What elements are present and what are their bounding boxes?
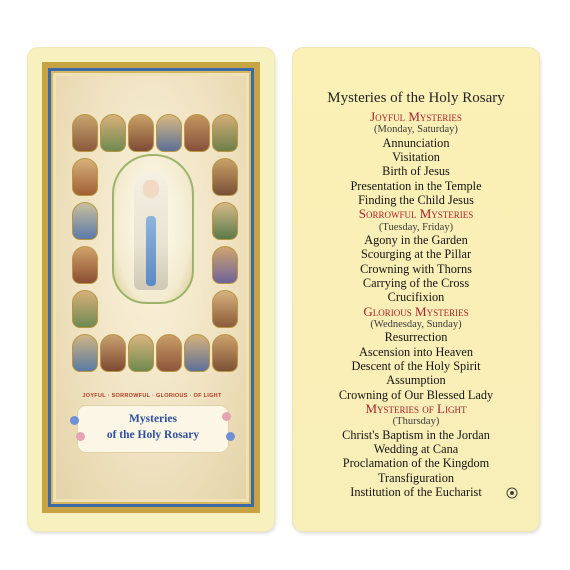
mystery-item: Resurrection: [384, 330, 448, 345]
mystery-item: Presentation in the Temple: [350, 178, 482, 193]
mystery-medallion: [72, 334, 98, 372]
mystery-item: Carrying of the Cross: [362, 275, 470, 290]
mystery-medallion: [72, 114, 98, 152]
mystery-medallion: [212, 246, 238, 284]
mystery-item: Proclamation of the Kingdom: [342, 456, 490, 471]
logo-icon: [506, 487, 518, 499]
mystery-medallion: [212, 334, 238, 372]
mystery-medallion: [100, 334, 126, 372]
flower-ornament: [76, 432, 85, 441]
mystery-medallion: [184, 334, 210, 372]
mystery-group-heading: Mysteries of Light: [365, 400, 467, 416]
flower-ornament: [222, 412, 231, 421]
mystery-medallion: [72, 158, 98, 196]
mystery-item: Ascension into Heaven: [358, 344, 474, 359]
mystery-item: Annunciation: [382, 135, 450, 150]
mystery-group-heading: Joyful Mysteries: [370, 109, 462, 124]
mystery-medallion: [72, 202, 98, 240]
ornate-frame: [42, 62, 260, 513]
mystery-item: Wedding at Cana: [373, 441, 459, 456]
front-title-line-1: Mysteries: [129, 413, 177, 425]
mystery-item: Finding the Child Jesus: [358, 192, 474, 207]
mystery-group-days: (Tuesday, Friday): [378, 221, 454, 233]
holy-card-front: [28, 48, 274, 531]
mystery-group-heading: Glorious Mysteries: [363, 303, 469, 319]
title-scroll: [78, 406, 228, 452]
mystery-item: Crucifixion: [387, 290, 445, 305]
publisher-logo: [499, 487, 525, 509]
mystery-item: Crowning of Our Blessed Lady: [338, 387, 494, 402]
mystery-group-heading: Sorrowful Mysteries: [358, 206, 474, 222]
mystery-group-days: (Monday, Saturday): [374, 124, 458, 136]
mysteries-banner: JOYFUL · SORROWFUL · GLORIOUS · OF LIGHT: [82, 393, 222, 399]
blue-sash: [146, 216, 156, 286]
mystery-medallion: [156, 114, 182, 152]
mystery-medallion: [184, 114, 210, 152]
mystery-item: Assumption: [386, 373, 446, 388]
flower-ornament: [226, 432, 235, 441]
mystery-item: Institution of the Eucharist: [350, 484, 482, 499]
mystery-medallion: [72, 246, 98, 284]
mystery-item: Crowning with Thorns: [360, 261, 472, 276]
mystery-group-days: (Thursday): [392, 416, 440, 428]
holy-card-back: [293, 48, 539, 531]
mystery-medallion: [72, 290, 98, 328]
mystery-group-days: (Wednesday, Sunday): [370, 318, 462, 330]
mystery-item: Descent of the Holy Spirit: [351, 358, 481, 373]
mystery-item: Scourging at the Pillar: [360, 247, 472, 262]
mystery-medallion: [128, 114, 154, 152]
mystery-medallion: [212, 202, 238, 240]
mysteries-list: [293, 110, 539, 499]
rosary-illustration: [56, 76, 246, 499]
card-title: Mysteries of the Holy Rosary: [327, 90, 505, 106]
mystery-item: Agony in the Garden: [364, 233, 468, 248]
mystery-item: Transfiguration: [377, 470, 455, 485]
mystery-medallion: [212, 290, 238, 328]
mystery-medallion: [212, 158, 238, 196]
mystery-item: Visitation: [392, 150, 440, 165]
front-title-line-2: of the Holy Rosary: [106, 429, 200, 441]
mystery-medallion: [212, 114, 238, 152]
mystery-item: Birth of Jesus: [382, 164, 450, 179]
mystery-medallion: [100, 114, 126, 152]
mystery-medallion: [156, 334, 182, 372]
mystery-item: Christ's Baptism in the Jordan: [342, 427, 490, 442]
mystery-medallion: [128, 334, 154, 372]
mary-head: [143, 180, 159, 198]
flower-ornament: [70, 416, 79, 425]
